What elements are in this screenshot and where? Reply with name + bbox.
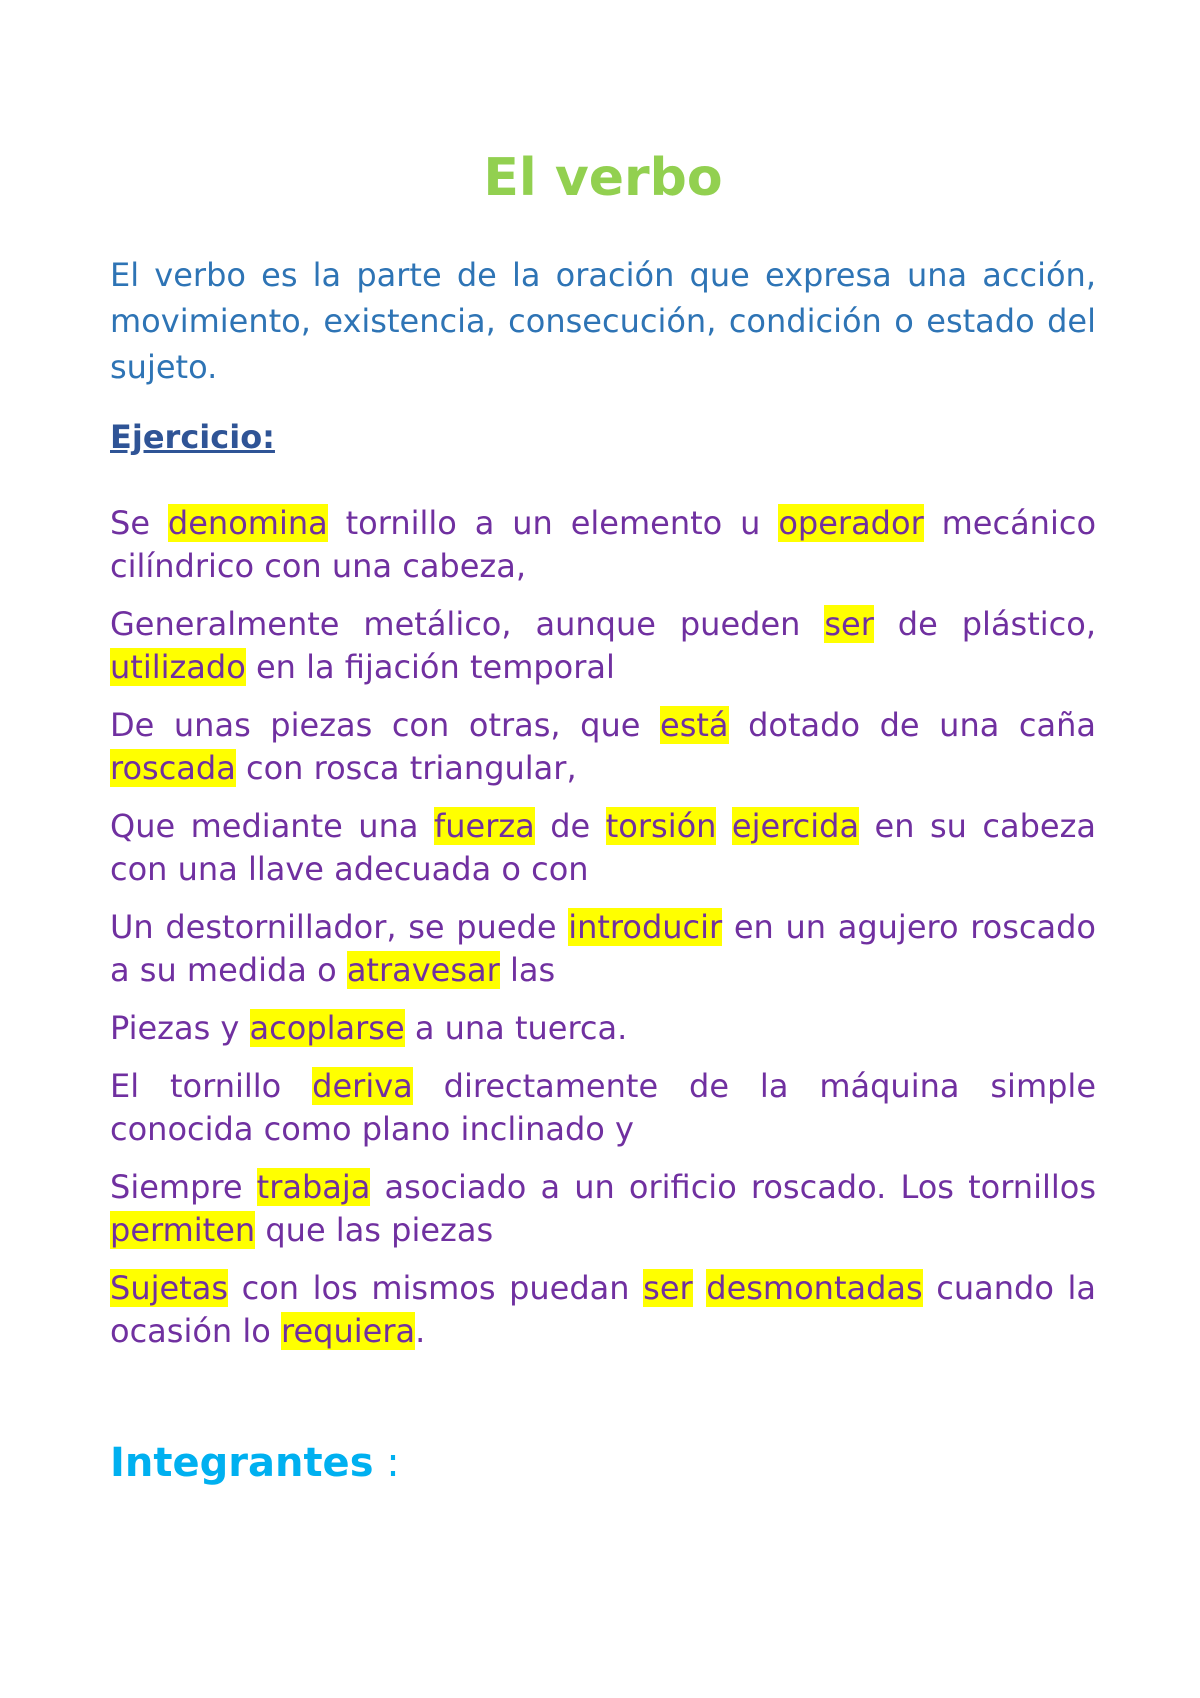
text-segment: Se bbox=[110, 504, 168, 542]
text-segment: Un destornillador, se puede bbox=[110, 908, 569, 946]
text-segment bbox=[693, 1269, 707, 1307]
exercise-heading: Ejercicio: bbox=[110, 418, 275, 456]
highlighted-verb: roscada bbox=[110, 749, 236, 787]
text-segment: El tornillo bbox=[110, 1067, 313, 1105]
exercise-text bbox=[110, 502, 1096, 1368]
text-segment: de plástico, bbox=[873, 605, 1096, 643]
page-title: El verbo bbox=[483, 148, 723, 208]
text-segment: cuando la ocasión lo bbox=[110, 1269, 1097, 1350]
members-heading bbox=[110, 1438, 400, 1488]
exercise-paragraph-6 bbox=[110, 1007, 1096, 1050]
text-segment: Siempre bbox=[110, 1168, 257, 1206]
highlighted-verb: deriva bbox=[312, 1067, 413, 1105]
highlighted-verb: desmontadas bbox=[706, 1269, 923, 1307]
highlighted-verb: acoplarse bbox=[249, 1009, 405, 1047]
text-segment: Piezas y bbox=[110, 1009, 250, 1047]
highlighted-verb: requiera bbox=[281, 1312, 416, 1350]
text-segment: a una tuerca. bbox=[404, 1009, 628, 1047]
text-segment: Generalmente metálico, aunque pueden bbox=[110, 605, 825, 643]
exercise-paragraph-1 bbox=[110, 502, 1096, 588]
highlighted-verb: está bbox=[660, 706, 729, 744]
text-segment: en un agujero roscado a su medida o bbox=[110, 908, 1097, 989]
text-segment: dotado de una caña bbox=[728, 706, 1097, 744]
highlighted-verb: denomina bbox=[167, 504, 328, 542]
highlighted-verb: fuerza bbox=[433, 807, 535, 845]
exercise-paragraph-9 bbox=[110, 1267, 1096, 1353]
text-segment: en la fijación temporal bbox=[245, 648, 615, 686]
highlighted-verb: ser bbox=[643, 1269, 693, 1307]
text-segment: en su cabeza con una llave adecuada o con bbox=[110, 807, 1097, 888]
highlighted-verb: utilizado bbox=[110, 648, 246, 686]
highlighted-verb: operador bbox=[778, 504, 924, 542]
highlighted-verb: Sujetas bbox=[110, 1269, 228, 1307]
text-segment: asociado a un orificio roscado. Los tornillos bbox=[370, 1168, 1097, 1206]
text-segment: de bbox=[534, 807, 606, 845]
highlighted-verb: permiten bbox=[110, 1211, 256, 1249]
text-segment: directamente de la máquina simple conocida como plano inclinado y bbox=[110, 1067, 1097, 1148]
intro-paragraph: El verbo es la parte de la oración que expresa una acción, movimiento, existencia, consecución, condición o estado del sujeto. bbox=[110, 256, 1096, 386]
text-segment: . bbox=[415, 1312, 426, 1350]
exercise-paragraph-7 bbox=[110, 1065, 1096, 1151]
highlighted-verb: torsión bbox=[605, 807, 717, 845]
highlighted-verb: atravesar bbox=[346, 951, 500, 989]
text-segment bbox=[716, 807, 731, 845]
highlighted-verb: trabaja bbox=[256, 1168, 371, 1206]
text-segment: con rosca triangular, bbox=[235, 749, 577, 787]
exercise-paragraph-5 bbox=[110, 906, 1096, 992]
members-label: Integrantes bbox=[110, 1440, 374, 1486]
text-segment: que las piezas bbox=[255, 1211, 494, 1249]
text-segment: con los mismos puedan bbox=[228, 1269, 644, 1307]
text-segment: tornillo a un elemento u bbox=[327, 504, 779, 542]
text-segment: mecánico cilíndrico con una cabeza, bbox=[110, 504, 1097, 585]
highlighted-verb: introducir bbox=[568, 908, 723, 946]
members-colon: : bbox=[373, 1440, 400, 1486]
text-segment: De unas piezas con otras, que bbox=[110, 706, 661, 744]
exercise-paragraph-2 bbox=[110, 603, 1096, 689]
highlighted-verb: ser bbox=[824, 605, 874, 643]
exercise-paragraph-8 bbox=[110, 1166, 1096, 1252]
highlighted-verb: ejercida bbox=[731, 807, 860, 845]
text-segment: las bbox=[499, 951, 556, 989]
text-segment: Que mediante una bbox=[110, 807, 434, 845]
exercise-paragraph-3 bbox=[110, 704, 1096, 790]
exercise-paragraph-4 bbox=[110, 805, 1096, 891]
